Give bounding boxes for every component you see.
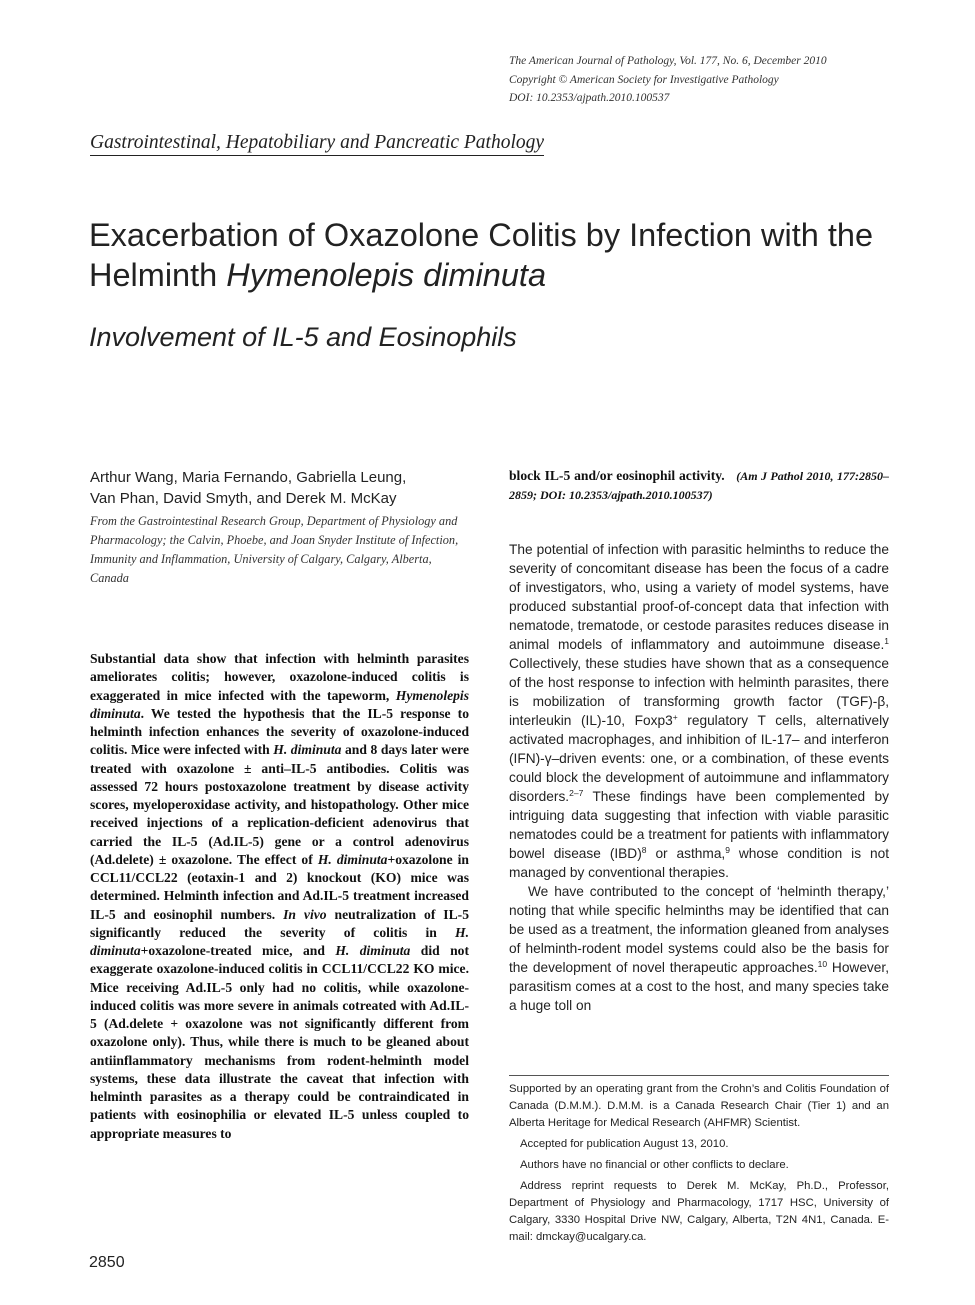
- journal-copyright: Copyright © American Society for Investigative Pathology: [509, 73, 779, 86]
- abstract-species: H. diminuta: [335, 943, 411, 958]
- conflict-note: Authors have no financial or other conflicts to declare.: [520, 1159, 789, 1171]
- article-subtitle: Involvement of IL-5 and Eosinophils: [89, 322, 517, 352]
- abstract-in-vivo: In vivo: [283, 906, 327, 922]
- author-list: [90, 467, 470, 509]
- abstract-text: +oxazolone in CCL11/CCL22 (eotaxin-1 and 2) knockout (KO) mice was determined. Helminth infection and Ad.IL-5 treatment increased IL-5 and eosinophil numbers.: [90, 851, 469, 922]
- body-text: [509, 540, 889, 1015]
- abstract-text: . We tested the hypothesis that the IL-5 response to helminth infection enhances the severity of oxazolone-induced colitis. Mice were infected with: [90, 705, 469, 758]
- reference-link[interactable]: 10: [817, 959, 828, 969]
- reference-link[interactable]: 9: [725, 845, 730, 855]
- accepted-note: Accepted for publication August 13, 2010.: [520, 1138, 729, 1150]
- abstract-text: Substantial data show that infection with helminth parasites ameliorates colitis; however, oxazolone-induced colitis is exaggerated in mice infected with the tapeworm,: [90, 651, 469, 703]
- reprint-note: Address reprint requests to Derek M. McKay, Ph.D., Professor, Department of Physiology and Pharmacology, 1717 HSC, University of Calgary, 3330 Hospital Drive NW, Calgary, Alberta, T2N 4N1, Canada. E-mail: dmckay@ucalgary.ca.: [509, 1180, 889, 1243]
- abstract-text: neutralization of IL-5 significantly reduced the severity of colitis in: [90, 906, 469, 940]
- reference-link[interactable]: 1: [884, 636, 889, 646]
- body-text-run: regulatory T cells, alternatively activated macrophages, and inhibition of IL-17– and interferon (IFN)-γ–driven events: one, or a combination, of these events could block the development of autoimmune and inflammatory disorders.: [509, 713, 890, 804]
- body-text-run: However, parasitism comes at a cost to the host, and many species take a huge toll on: [509, 960, 889, 1013]
- abstract-continuation: [509, 467, 889, 504]
- page-number: 2850: [89, 1254, 125, 1271]
- footnote-divider: [509, 1075, 889, 1076]
- citation-line: (Am J Pathol 2010, 177:2850–2859; DOI: 10.2353/ajpath.2010.100537): [509, 469, 889, 502]
- body-text-run: We have contributed to the concept of ‘helminth therapy,’ noting that while specific helminths may be identified that can be used as a treatment, the information gleaned from analyses of helminth-rodent model systems could also be the basis for the development of novel therapeutic approaches.: [509, 884, 889, 975]
- abstract-species: Hymenolepis diminuta: [90, 687, 469, 721]
- abstract-text: did not exaggerate oxazolone-induced colitis in CCL11/CCL22 KO mice. Mice receiving Ad.IL-5 only had no colitis, while oxazolone-induced colitis was more severe in animals cotreated with Ad.IL-5 (Ad.delete + oxazolone was not significantly different from oxazolone only). Thus, while there is much to be gleaned about antiinflammatory mechanisms from rodent-helminth model systems, these data illustrate the caveat that infection with helminth parasites as a therapy could be contraindicated in patients with eosinophilia or elevated IL-5 unless coupled to appropriate measures to: [90, 943, 469, 1141]
- body-paragraph-2: [509, 882, 889, 1015]
- body-text-run: These findings have been complemented by intriguing data suggesting that infection with viable parasitic nematodes could be a treatment for patients with inflammatory bowel disease (IBD): [509, 789, 889, 861]
- abstract-species: H. diminuta: [317, 851, 388, 867]
- abstract-text: block IL-5 and/or eosinophil activity.: [509, 468, 725, 483]
- title-species: Hymenolepis diminuta: [226, 257, 547, 293]
- footnotes: [509, 1081, 889, 1250]
- reference-link[interactable]: 2–7: [569, 788, 584, 798]
- body-text-run: The potential of infection with parasitic helminths to reduce the severity of concomitant disease has been the focus of a cadre of investigators, who, using a variety of model systems, have produced substantial proof-of-concept data that infection with nematode, trematode, or cestode parasites reduces disease in animal models of inflammatory and autoimmune disease.: [509, 542, 889, 652]
- article-title: [89, 215, 909, 295]
- body-text-run: whose condition is not managed by conventional therapies.: [509, 846, 890, 880]
- abstract-text: and 8 days later were treated with oxazolone ± anti–IL-5 antibodies. Colitis was assessed 72 hours postoxazolone treatment by disease activity scores, myeloperoxidase activity, and histopathology. Other mice received injections of a replication-deficient adenovirus that carried the IL-5 (Ad.IL-5) gene or a control adenovirus (Ad.delete) ± oxazolone. The effect of: [90, 742, 469, 867]
- funding-note: Supported by an operating grant from the Crohn’s and Colitis Foundation of Canada (D.M.M.). D.M.M. is a Canada Research Chair (Tier 1) and an Alberta Heritage for Medical Research (AHFMR) Scientist.: [509, 1083, 889, 1129]
- journal-doi: DOI: 10.2353/ajpath.2010.100537: [509, 92, 670, 104]
- body-text-run: or asthma,: [646, 846, 726, 861]
- body-paragraph-1: [509, 540, 889, 882]
- affiliation: From the Gastrointestinal Research Group, Department of Physiology and Pharmacology; the Calvin, Phoebe, and Joan Snyder Institute of Infection, Immunity and Inflammation, University of Calgary, Calgary, Alberta, Canada: [90, 514, 459, 585]
- title-main: Exacerbation of Oxazolone Colitis by Infection with the Helminth: [89, 217, 874, 293]
- abstract-text: +oxazolone-treated mice, and: [140, 943, 336, 958]
- abstract: [90, 650, 469, 1143]
- abstract-species: H. diminuta: [273, 742, 342, 758]
- reference-link[interactable]: 8: [641, 845, 647, 855]
- section-heading: Gastrointestinal, Hepatobiliary and Pancreatic Pathology: [90, 132, 544, 156]
- abstract-species: H. diminuta: [90, 924, 469, 958]
- superscript-plus: +: [672, 712, 678, 722]
- journal-info: [509, 52, 827, 108]
- body-text-run: Collectively, these studies have shown that as a consequence of the host response to infection with helminth parasites, there is mobilization of transforming growth factor (TGF)-β, interleukin (IL)-10, Foxp3: [509, 656, 889, 728]
- author-line-1: Arthur Wang, Maria Fernando, Gabriella Leung,: [90, 469, 407, 486]
- journal-citation: The American Journal of Pathology, Vol. 177, No. 6, December 2010: [509, 55, 827, 67]
- author-line-2: Van Phan, David Smyth, and Derek M. McKay: [90, 490, 397, 507]
